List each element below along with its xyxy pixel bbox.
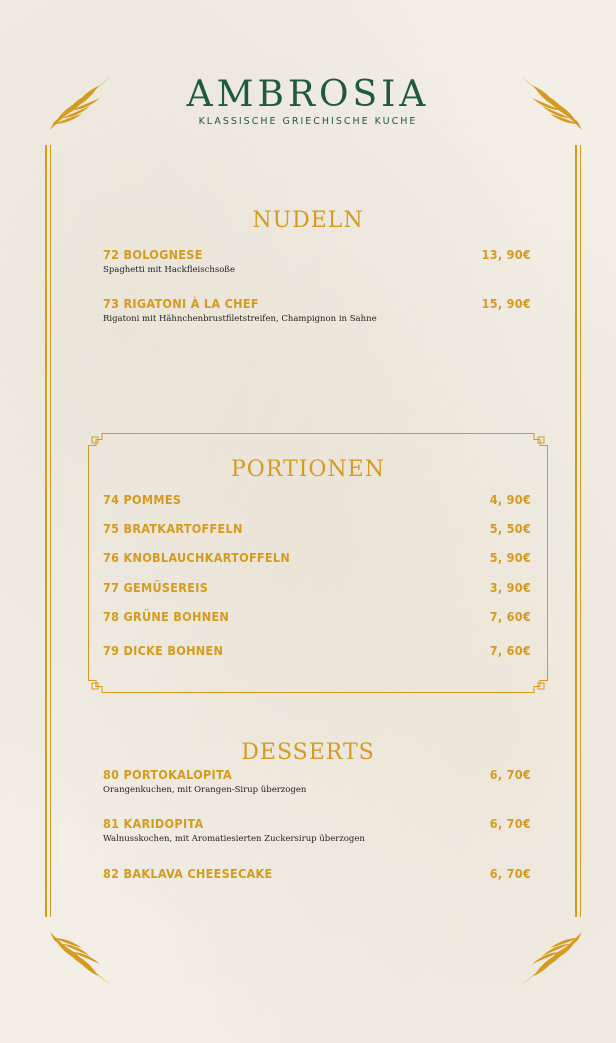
menu-item bbox=[103, 609, 531, 624]
menu-item-price: 7, 60€ bbox=[489, 609, 531, 624]
menu-item bbox=[103, 580, 531, 595]
menu-item-price: 6, 70€ bbox=[489, 767, 531, 782]
laurel-ornament-bottom-right bbox=[518, 930, 584, 990]
brand-header bbox=[0, 74, 616, 127]
menu-item-price: 5, 50€ bbox=[489, 521, 531, 536]
menu-item bbox=[103, 643, 531, 658]
menu-item-price: 6, 70€ bbox=[489, 816, 531, 831]
menu-item bbox=[103, 550, 531, 565]
menu-item-name: 82 BAKLAVA CHEESECAKE bbox=[103, 866, 273, 881]
brand-name: AMBROSIA bbox=[186, 74, 430, 115]
right-border-line bbox=[575, 145, 577, 917]
menu-item-price: 13, 90€ bbox=[481, 247, 531, 262]
menu-item-description: Spaghetti mit Hackfleischsoße bbox=[103, 265, 236, 275]
menu-item-price: 3, 90€ bbox=[489, 580, 531, 595]
menu-item bbox=[103, 296, 531, 324]
left-border-line bbox=[45, 145, 47, 917]
menu-item-name: 79 DICKE BOHNEN bbox=[103, 643, 224, 658]
menu-item-price: 15, 90€ bbox=[481, 296, 531, 311]
menu-item-price: 6, 70€ bbox=[489, 866, 531, 881]
menu-item bbox=[103, 521, 531, 536]
menu-item bbox=[103, 866, 531, 881]
menu-item-name: 76 KNOBLAUCHKARTOFFELN bbox=[103, 550, 291, 565]
brand-subtitle: KLASSISCHE GRIECHISCHE KUCHE bbox=[198, 116, 418, 127]
laurel-ornament-bottom-left bbox=[48, 930, 114, 990]
menu-item-name: 73 RIGATONI À LA CHEF bbox=[103, 296, 259, 311]
section-title-nudeln: NUDELN bbox=[252, 208, 364, 233]
menu-item bbox=[103, 816, 531, 844]
section-title-desserts: DESSERTS bbox=[241, 740, 375, 765]
menu-item bbox=[103, 492, 531, 507]
menu-item-price: 5, 90€ bbox=[489, 550, 531, 565]
menu-item-description: Rigatoni mit Hähnchenbrustfiletstreifen, Champignon in Sahne bbox=[103, 314, 377, 324]
menu-item-name: 72 BOLOGNESE bbox=[103, 247, 203, 262]
menu-item-name: 81 KARIDOPITA bbox=[103, 816, 204, 831]
menu-item bbox=[103, 767, 531, 795]
menu-item-name: 74 POMMES bbox=[103, 492, 182, 507]
menu-item-price: 7, 60€ bbox=[489, 643, 531, 658]
menu-item bbox=[103, 247, 531, 275]
menu-item-name: 78 GRÜNE BOHNEN bbox=[103, 609, 230, 624]
section-title-portionen: PORTIONEN bbox=[231, 457, 385, 482]
menu-item-name: 80 PORTOKALOPITA bbox=[103, 767, 233, 782]
menu-item-description: Walnusskochen, mit Aromatiesierten Zuckersirup überzogen bbox=[103, 834, 365, 844]
menu-item-description: Orangenkuchen, mit Orangen-Sirup überzogen bbox=[103, 785, 307, 795]
menu-item-name: 75 BRATKARTOFFELN bbox=[103, 521, 243, 536]
menu-item-price: 4, 90€ bbox=[489, 492, 531, 507]
menu-item-name: 77 GEMÜSEREIS bbox=[103, 580, 209, 595]
